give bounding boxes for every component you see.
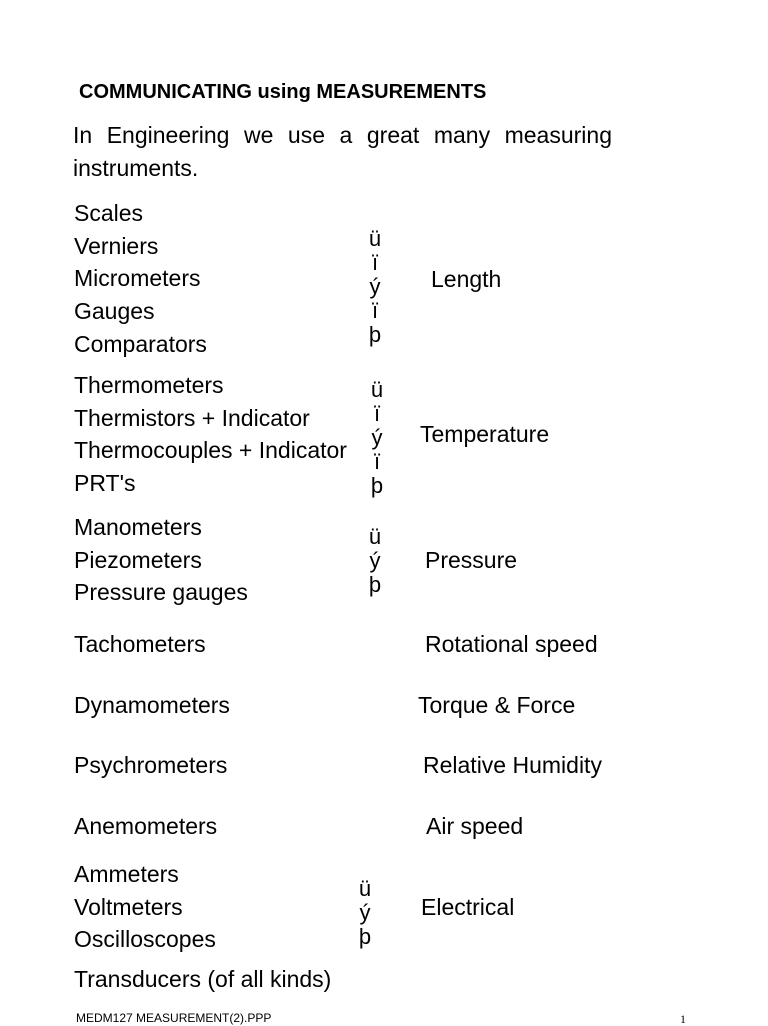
list-item: Piezometers [74, 546, 202, 573]
temperature-instrument-list [74, 369, 347, 500]
list-item: Thermocouples + Indicator [74, 437, 347, 464]
air-speed-instrument-list [74, 810, 217, 843]
transducers-list [74, 963, 331, 996]
electrical-instrument-list [74, 858, 216, 956]
bracket-glyphs: ü ý þ [368, 524, 382, 597]
list-item: Tachometers [74, 631, 206, 657]
measurement-label: Rotational speed [425, 631, 598, 657]
length-instrument-list [74, 197, 207, 360]
measurement-label: Electrical [421, 894, 515, 920]
measurement-label: Torque & Force [418, 692, 576, 718]
list-item: Psychrometers [74, 752, 228, 778]
list-item: Micrometers [74, 265, 201, 292]
list-item: Ammeters [74, 861, 179, 887]
page-number: 1 [680, 1012, 686, 1026]
footer-filename: MEDM127 MEASUREMENT(2).PPP [76, 1011, 272, 1025]
list-item: Transducers (of all kinds) [74, 966, 332, 992]
list-item: Anemometers [74, 813, 218, 839]
measurement-label: Air speed [426, 813, 524, 839]
list-item: Gauges [74, 298, 155, 325]
list-item: Pressure gauges [74, 579, 248, 606]
list-item: Thermistors + Indicator [74, 404, 310, 431]
measurement-label: Length [431, 266, 502, 292]
list-item: Voltmeters [74, 893, 183, 920]
torque-instrument-list [74, 689, 230, 722]
rotational-speed-instrument-list [74, 628, 206, 661]
list-item: Thermometers [74, 372, 224, 398]
page-title: COMMUNICATING using MEASUREMENTS [79, 81, 487, 103]
intro-paragraph: In Engineering we use a great many measuring instruments. [73, 122, 612, 181]
list-item: Comparators [74, 330, 207, 357]
list-item: Dynamometers [74, 692, 230, 718]
measurement-label: Relative Humidity [423, 752, 602, 778]
measurement-label: Temperature [420, 421, 550, 447]
list-item: Scales [74, 200, 144, 226]
list-item: PRT's [74, 470, 136, 497]
bracket-glyphs: ü ï ý ï þ [368, 226, 382, 347]
measurement-label: Pressure [425, 547, 518, 573]
bracket-glyphs: ü ï ý ï þ [370, 377, 384, 498]
humidity-instrument-list [74, 749, 227, 782]
list-item: Manometers [74, 514, 202, 540]
pressure-instrument-list [74, 511, 248, 609]
list-item: Oscilloscopes [74, 926, 216, 953]
bracket-glyphs: ü ý þ [358, 876, 372, 949]
list-item: Verniers [74, 232, 159, 259]
